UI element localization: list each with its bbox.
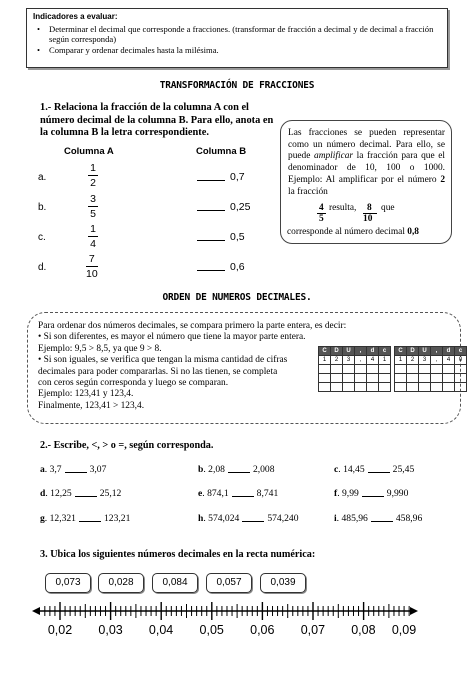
info-fraction-den: 10 (363, 214, 373, 224)
decimal-value: 0,5 (230, 231, 245, 243)
column-b-header: Columna B (196, 146, 247, 157)
info-text: Las fracciones se pueden representar como un número decimal. Para ello, se puede (288, 128, 445, 162)
indicator-item: • Comparar y ordenar decimales hasta la milésima. (33, 45, 441, 56)
pv-cell: 2 (407, 356, 419, 365)
right-value: 458,96 (395, 513, 423, 524)
item-letter: b (198, 464, 204, 475)
order-text-line: Ejemplo: 9,5 > 8,5, ya que 9 > 8. (38, 343, 162, 354)
info-text: corresponde al número decimal (287, 227, 405, 237)
pv-cell: 1 (319, 356, 331, 365)
left-value: 485,96 (341, 513, 368, 524)
pv-header: c (455, 347, 467, 356)
answer-blank[interactable] (197, 180, 225, 181)
decimal-value: 0,25 (230, 201, 251, 213)
indicators-box (26, 8, 448, 68)
pv-cell: 2 (331, 356, 343, 365)
item-letter: a (40, 464, 45, 475)
comparison-item: d. 12,25 25,12 (40, 488, 122, 499)
left-value: 3,7 (49, 464, 62, 475)
answer-blank[interactable] (197, 270, 225, 271)
decimal-value: 0,7 (230, 171, 245, 183)
item-letter: c (334, 464, 339, 475)
fraction (88, 162, 98, 189)
answer-blank[interactable] (65, 472, 87, 473)
info-text: la fracción (288, 186, 328, 197)
pv-header: U (419, 347, 431, 356)
fraction (88, 193, 98, 220)
comparison-item: f. 9,99 9,990 (334, 488, 409, 499)
pv-header: , (355, 347, 367, 356)
pv-cell: 4 (443, 356, 455, 365)
number-line-label: 0,08 (351, 623, 376, 637)
info-fraction-line (287, 203, 452, 227)
order-text-line: Finalmente, 123,41 > 123,4. (38, 400, 145, 411)
info-fraction-num: 4 (319, 203, 324, 213)
right-value: 123,21 (103, 513, 131, 524)
info-text: la fracción para que el denominador de 10, 100 o 1000. Ejemplo: (288, 151, 446, 185)
number-line-label: 0,04 (148, 623, 174, 637)
pv-cell: 4 (367, 356, 379, 365)
pv-header: , (431, 347, 443, 356)
right-value: 25,12 (99, 488, 122, 499)
number-line-label: 0,09 (391, 623, 417, 637)
item-letter: f (334, 488, 338, 499)
row-letter: b. (38, 202, 47, 213)
order-text-line: Ejemplo: 123,41 y 123,4. (38, 389, 134, 400)
comparison-item: i. 485,96 458,96 (334, 513, 423, 524)
left-value: 874,1 (207, 488, 229, 499)
fraction (86, 253, 98, 280)
column-a-header: Columna A (64, 146, 114, 157)
answer-blank[interactable] (197, 240, 225, 241)
denominator: 10 (86, 268, 98, 280)
pv-cell: 3 (343, 356, 355, 365)
section-title-fractions: TRANSFORMACIÓN DE FRACCIONES (159, 80, 315, 91)
decimal-value: 0,6 (230, 261, 245, 273)
number-line[interactable] (0, 600, 474, 622)
order-text-line: con ceros según corresponda y luego se comparan. (38, 378, 229, 389)
pv-header: C (319, 347, 331, 356)
left-value: 574,024 (208, 513, 240, 524)
comparison-item: c. 14,45 25,45 (334, 464, 415, 475)
denominator: 5 (90, 208, 96, 220)
order-text-line: • Si son iguales, se verifica que tengan la misma cantidad de cifras (38, 355, 288, 366)
left-value: 2,08 (208, 464, 225, 475)
fraction (88, 223, 98, 250)
answer-blank[interactable] (79, 521, 101, 522)
info-last-line (287, 227, 419, 237)
comparison-item: g. 12,321 123,21 (40, 513, 131, 524)
pv-header: U (343, 347, 355, 356)
number-line-label: 0,06 (250, 623, 275, 637)
left-value: 14,45 (343, 464, 365, 475)
comparison-item: a. 3,7 3,07 (40, 464, 107, 475)
info-fraction-num: 8 (367, 203, 372, 213)
info-factor: 2 (440, 174, 446, 185)
question-1-text: 1.- Relaciona la fracción de la columna A con el número decimal de la columna B. Para ello, anota en la columna B la letra correspondiente. (40, 102, 274, 138)
pv-cell: , (355, 356, 367, 365)
numerator: 7 (88, 253, 95, 265)
place-value-table-1 (318, 346, 391, 392)
indicators-list (33, 24, 441, 56)
comparison-item: e. 874,1 8,741 (198, 488, 279, 499)
item-letter: i (334, 513, 337, 524)
right-value: 3,07 (89, 464, 107, 475)
question-2-title: 2.- Escribe, <, > o =, según corresponda. (40, 440, 214, 451)
item-letter: e (198, 488, 203, 499)
number-line-label: 0,07 (300, 623, 326, 637)
right-value: 25,45 (392, 464, 415, 475)
right-value: 9,990 (386, 488, 409, 499)
comparison-item: b. 2,08 2,008 (198, 464, 275, 475)
denominator: 4 (90, 238, 96, 250)
answer-blank[interactable] (371, 521, 393, 522)
indicators-title: Indicadores a evaluar: (33, 12, 118, 21)
answer-blank[interactable] (197, 210, 225, 211)
left-value: 9,99 (342, 488, 359, 499)
decimal-box: 0,028 (98, 573, 144, 593)
item-letter: h (198, 513, 204, 524)
number-line-label: 0,02 (47, 623, 73, 637)
right-value: 574,240 (267, 513, 299, 524)
item-letter: d (40, 488, 46, 499)
left-value: 12,25 (50, 488, 72, 499)
pv-header: D (331, 347, 343, 356)
question-3-title: 3. Ubica los siguientes números decimales en la recta numérica: (40, 549, 316, 560)
numerator: 3 (90, 193, 96, 205)
numerator: 1 (90, 162, 96, 174)
answer-blank[interactable] (368, 472, 390, 473)
pv-header: d (367, 347, 379, 356)
decimal-box: 0,084 (152, 573, 198, 593)
answer-blank[interactable] (362, 496, 384, 497)
order-text-line: • Si son diferentes, es mayor el número que tiene la mayor parte entera. (38, 332, 306, 343)
decimal-box: 0,039 (260, 573, 306, 593)
left-arrow-icon (32, 607, 40, 615)
right-arrow-icon (410, 607, 418, 615)
order-text-line: Para ordenar dos números decimales, se compara primero la parte entera, es decir: (38, 321, 347, 331)
info-text: que (381, 203, 395, 213)
pv-cell: , (431, 356, 443, 365)
place-value-table-2 (394, 346, 467, 392)
info-emphasis: amplificar (314, 151, 354, 162)
left-value: 12,321 (49, 513, 76, 524)
pv-header: D (407, 347, 419, 356)
row-letter: a. (38, 172, 47, 183)
pv-cell: 0 (455, 356, 467, 365)
answer-blank[interactable] (242, 521, 264, 522)
right-value: 2,008 (252, 464, 275, 475)
number-line-label: 0,05 (199, 623, 224, 637)
pv-cell: 1 (395, 356, 407, 365)
order-text-line: decimales para poder compararlas. Si no las tienen, se completa (38, 366, 278, 377)
answer-blank[interactable] (228, 472, 250, 473)
decimal-box: 0,057 (206, 573, 252, 593)
answer-blank[interactable] (75, 496, 97, 497)
numerator: 1 (90, 223, 96, 235)
answer-blank[interactable] (232, 496, 254, 497)
section-title-order: ORDEN DE NUMEROS DECIMALES. (162, 292, 312, 303)
item-letter: g (40, 513, 45, 524)
pv-cell: 1 (379, 356, 391, 365)
decimal-box: 0,073 (45, 573, 91, 593)
pv-header: d (443, 347, 455, 356)
right-value: 8,741 (256, 488, 279, 499)
indicator-item: • Determinar el decimal que corresponde a fracciones. (transformar de fracción a decimal y de decimal a fracción según corresponda) (33, 24, 441, 45)
number-line-label: 0,03 (98, 623, 123, 637)
comparison-item: h. 574,024 574,240 (198, 513, 299, 524)
info-fraction-den: 5 (319, 214, 324, 224)
info-decimal: 0,8 (407, 227, 419, 237)
row-letter: d. (38, 262, 47, 273)
info-text: Al amplificar por el número (325, 174, 437, 185)
pv-header: c (379, 347, 391, 356)
row-letter: c. (38, 232, 46, 243)
pv-cell: 3 (419, 356, 431, 365)
pv-header: C (395, 347, 407, 356)
denominator: 2 (90, 177, 96, 189)
info-text: resulta, (329, 203, 357, 213)
